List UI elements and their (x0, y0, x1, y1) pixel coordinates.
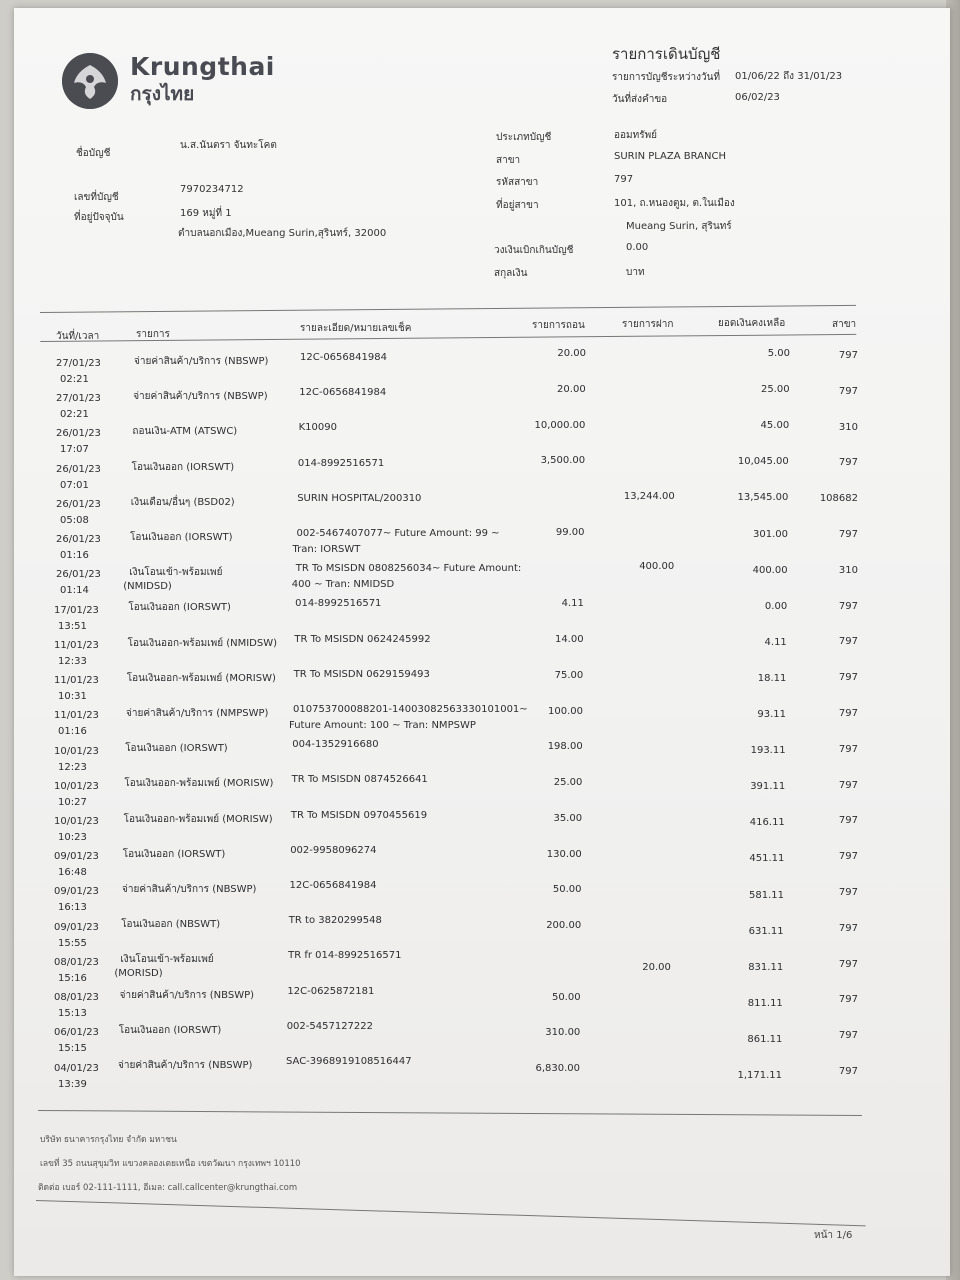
row-date: 26/01/23 (56, 569, 101, 581)
row-balance: 451.11 (749, 853, 785, 865)
row-date: 04/01/23 (54, 1062, 99, 1074)
row-description: โอนเงินออก (IORSWT) (131, 461, 235, 473)
row-balance: 1,171.11 (737, 1070, 782, 1081)
col-branch: สาขา (832, 319, 857, 330)
row-description: โอนเงินออก (IORSWT) (128, 602, 231, 614)
row-time: 16:48 (58, 867, 87, 879)
account-type-value: ออมทรัพย์ (614, 130, 658, 141)
row-date: 26/01/23 (56, 463, 101, 475)
period-value: 01/06/22 ถึง 31/01/23 (735, 71, 843, 82)
row-description: โอนเงินออก (NBSWT) (121, 919, 221, 931)
row-detail: 12C-0656841984 (289, 880, 377, 891)
col-deposit: รายการฝาก (622, 319, 674, 330)
row-branch: 797 (838, 922, 858, 934)
row-withdraw: 130.00 (546, 848, 582, 860)
overdraft-label: วงเงินเบิกเกินบัญชี (494, 245, 574, 256)
row-balance: 861.11 (747, 1033, 783, 1045)
row-description: จ่ายค่าสินค้า/บริการ (NMPSWP) (126, 708, 269, 719)
row-balance: 416.11 (749, 817, 785, 829)
col-detail: รายละเอียด/หมายเลขเช็ค (300, 323, 412, 334)
row-branch: 797 (838, 600, 858, 612)
document-title: รายการเดินบัญชี (612, 45, 721, 63)
row-balance: 93.11 (757, 709, 786, 720)
row-withdraw: 20.00 (557, 383, 586, 395)
row-withdraw: 35.00 (553, 812, 583, 824)
row-date: 27/01/23 (56, 358, 101, 369)
currency-label: สกุลเงิน (494, 268, 528, 279)
row-detail: 002-5467407077~ Future Amount: 99 ~ (296, 528, 500, 539)
row-branch: 797 (838, 743, 858, 755)
row-detail: 014-8992516571 (297, 457, 385, 469)
row-balance: 631.11 (748, 925, 784, 937)
row-branch: 797 (838, 708, 858, 719)
address-line1: 169 หมู่ที่ 1 (180, 208, 232, 219)
row-deposit: 400.00 (639, 561, 675, 573)
account-number-value: 7970234712 (180, 184, 244, 195)
row-branch: 797 (838, 994, 858, 1006)
row-description: โอนเงินออก-พร้อมเพย์ (MORISW) (126, 672, 276, 684)
row-time: 15:55 (58, 937, 87, 949)
row-branch: 797 (838, 887, 858, 898)
bank-name-th: กรุงไทย (130, 83, 195, 105)
branch-address-label: ที่อยู่สาขา (496, 200, 539, 211)
row-date: 08/01/23 (54, 956, 99, 968)
row-detail: TR To MSISDN 0808256034~ Future Amount: (295, 563, 522, 575)
row-detail: TR To MSISDN 0970455619 (290, 809, 428, 821)
row-description: จ่ายค่าสินค้า/บริการ (NBSWP) (118, 1060, 253, 1071)
row-withdraw: 50.00 (551, 991, 581, 1003)
row-deposit: 20.00 (642, 962, 671, 974)
row-detail: 004-1352916680 (292, 739, 379, 751)
row-detail: 12C-0656841984 (300, 352, 387, 363)
row-time: 01:14 (60, 585, 89, 597)
row-deposit: 13,244.00 (623, 490, 675, 502)
col-balance: ยอดเงินคงเหลือ (718, 318, 786, 329)
row-time: 10:27 (58, 796, 87, 808)
row-withdraw: 310.00 (545, 1027, 581, 1039)
footer-company: บริษัท ธนาคารกรุงไทย จำกัด มหาชน (40, 1135, 177, 1145)
row-description: เงินโอนเข้า-พร้อมเพย์ (129, 567, 223, 579)
row-date: 06/01/23 (54, 1027, 99, 1039)
row-branch: 108682 (819, 493, 858, 505)
row-branch: 797 (838, 1030, 858, 1042)
row-branch: 310 (838, 421, 858, 433)
row-description: โอนเงินออก-พร้อมเพย์ (MORISW) (123, 813, 273, 825)
row-time: 01:16 (60, 550, 89, 562)
row-branch: 310 (838, 564, 858, 576)
row-description: จ่ายค่าสินค้า/บริการ (NBSWP) (122, 884, 257, 895)
row-withdraw: 10,000.00 (534, 419, 586, 431)
row-description: จ่ายค่าสินค้า/บริการ (NBSWP) (133, 391, 268, 403)
row-detail: TR To MSISDN 0624245992 (294, 633, 431, 645)
row-withdraw: 75.00 (554, 669, 584, 681)
row-date: 11/01/23 (54, 639, 99, 651)
address-line2: ตำบลนอกเมือง,Mueang Surin,สุรินทร์, 32000 (178, 228, 387, 239)
row-withdraw: 50.00 (552, 884, 582, 896)
row-time: 07:01 (60, 479, 89, 491)
row-detail: TR fr 014-8992516571 (288, 950, 402, 962)
row-balance: 10,045.00 (737, 456, 789, 468)
row-description: จ่ายค่าสินค้า/บริการ (NBSWP) (119, 989, 255, 1001)
row-withdraw: 99.00 (555, 526, 585, 538)
row-description-2: (NMIDSD) (123, 581, 172, 593)
row-branch: 797 (838, 457, 858, 469)
row-date: 09/01/23 (54, 921, 99, 933)
row-time: 10:23 (58, 831, 87, 843)
bank-name-en: Krungthai (130, 52, 275, 81)
row-branch: 797 (838, 529, 858, 540)
row-withdraw: 6,830.00 (535, 1063, 580, 1074)
row-detail: 12C-0625872181 (287, 985, 375, 997)
row-balance: 13,545.00 (737, 492, 789, 504)
row-detail-2: Future Amount: 100 ~ Tran: NMPSWP (289, 720, 476, 731)
row-balance: 5.00 (767, 348, 790, 359)
row-description-2: (MORISD) (114, 968, 163, 980)
row-time: 16:13 (58, 902, 87, 914)
account-number-label: เลขที่บัญชี (74, 192, 119, 203)
row-detail: 014-8992516571 (295, 598, 382, 610)
row-time: 12:23 (58, 761, 87, 773)
row-description: โอนเงินออก (IORSWT) (125, 743, 228, 755)
row-date: 27/01/23 (56, 393, 101, 405)
row-time: 13:51 (58, 620, 87, 632)
footer-contact: ติดต่อ เบอร์ 02-111-1111, อีเมล: call.callcenter@krungthai.com (38, 1183, 298, 1193)
row-description: โอนเงินออก (IORSWT) (122, 848, 226, 860)
account-type-label: ประเภทบัญชี (496, 132, 552, 143)
row-detail: SURIN HOSPITAL/200310 (297, 492, 422, 504)
row-detail-2: Tran: IORSWT (292, 544, 361, 555)
row-date: 10/01/23 (54, 780, 99, 792)
row-detail: 002-9958096274 (290, 844, 377, 856)
request-date-label: วันที่ส่งคำขอ (612, 94, 668, 105)
row-branch: 797 (838, 851, 858, 863)
row-withdraw: 100.00 (548, 705, 583, 717)
row-date: 11/01/23 (54, 710, 99, 722)
row-description: โอนเงินออก-พร้อมเพย์ (NMIDSW) (127, 637, 278, 649)
row-withdraw: 14.00 (554, 634, 584, 645)
row-balance: 0.00 (764, 600, 788, 612)
request-date-value: 06/02/23 (735, 92, 780, 103)
row-detail: SAC-3968919108516447 (286, 1056, 412, 1067)
row-date: 26/01/23 (56, 534, 101, 546)
row-branch: 797 (838, 1066, 858, 1077)
row-description: จ่ายค่าสินค้า/บริการ (NBSWP) (134, 356, 269, 367)
garuda-emblem-icon (62, 53, 118, 109)
row-balance: 25.00 (760, 384, 790, 396)
row-description: ถอนเงิน-ATM (ATSWC) (132, 426, 238, 438)
currency-value: บาท (626, 267, 645, 278)
row-date: 09/01/23 (54, 851, 99, 863)
row-date: 17/01/23 (54, 604, 99, 616)
row-balance: 301.00 (753, 528, 788, 540)
row-time: 12:33 (58, 655, 87, 667)
footer-address: เลขที่ 35 ถนนสุขุมวิท แขวงคลองเตยเหนือ เขตวัฒนา กรุงเทพฯ 10110 (40, 1159, 301, 1169)
row-time: 15:15 (58, 1043, 87, 1055)
branch-address-line2: Mueang Surin, สุรินทร์ (626, 221, 732, 232)
row-time: 13:39 (58, 1078, 87, 1090)
row-branch: 797 (838, 350, 858, 361)
row-branch: 797 (838, 672, 858, 684)
row-withdraw: 25.00 (553, 777, 583, 788)
branch-address-line1: 101, ถ.หนองตูม, ต.ในเมือง (614, 198, 735, 209)
row-branch: 797 (838, 815, 858, 827)
branch-value: SURIN PLAZA BRANCH (614, 151, 726, 162)
row-detail: TR to 3820299548 (288, 915, 382, 927)
row-balance: 391.11 (750, 781, 786, 793)
row-detail: TR To MSISDN 0874526641 (291, 774, 428, 786)
row-date: 09/01/23 (54, 886, 99, 898)
row-date: 26/01/23 (56, 498, 101, 510)
row-withdraw: 200.00 (546, 920, 582, 931)
row-balance: 811.11 (747, 997, 783, 1009)
branch-code-value: 797 (614, 174, 634, 185)
row-branch: 797 (838, 636, 858, 648)
row-detail-2: 400 ~ Tran: NMIDSD (291, 579, 395, 591)
row-branch: 797 (838, 958, 858, 970)
row-balance: 193.11 (750, 745, 786, 757)
row-description: เงินโอนเข้า-พร้อมเพย์ (120, 954, 214, 966)
row-balance: 400.00 (752, 564, 788, 576)
row-description: โอนเงินออก (IORSWT) (130, 532, 233, 543)
row-detail: TR To MSISDN 0629159493 (293, 668, 430, 680)
row-time: 15:16 (58, 972, 87, 984)
row-description: เงินเดือน/อื่นๆ (BSD02) (130, 496, 235, 508)
address-label: ที่อยู่ปัจจุบัน (74, 212, 124, 223)
row-withdraw: 20.00 (557, 348, 586, 359)
row-time: 10:31 (58, 691, 87, 703)
row-time: 02:21 (60, 374, 89, 385)
row-date: 10/01/23 (54, 815, 99, 827)
row-time: 17:07 (60, 444, 89, 456)
overdraft-value: 0.00 (626, 242, 649, 253)
row-withdraw: 3,500.00 (540, 455, 586, 467)
row-branch: 797 (838, 779, 858, 791)
row-date: 10/01/23 (54, 745, 99, 757)
row-detail: 002-5457127222 (286, 1020, 374, 1032)
period-label: รายการบัญชีระหว่างวันที่ (612, 72, 721, 83)
row-balance: 45.00 (760, 420, 790, 432)
row-withdraw: 4.11 (561, 598, 584, 610)
bank-logo (62, 52, 275, 109)
account-name-value: น.ส.นันตรา จันทะโคต (180, 140, 277, 151)
page-number: หน้า 1/6 (814, 1230, 853, 1241)
row-date: 11/01/23 (54, 675, 99, 687)
col-withdraw: รายการถอน (532, 320, 585, 331)
row-balance: 581.11 (749, 889, 784, 901)
row-time: 01:16 (58, 726, 87, 738)
col-description: รายการ (136, 329, 170, 340)
row-detail: 010753700088201-14003082563330101001~ (293, 704, 528, 715)
row-balance: 4.11 (764, 636, 787, 648)
row-time: 15:13 (58, 1008, 87, 1020)
branch-code-label: รหัสสาขา (496, 177, 539, 188)
col-date: วันที่/เวลา (56, 331, 100, 342)
row-branch: 797 (838, 385, 858, 397)
account-name-label: ชื่อบัญชี (76, 148, 111, 159)
row-time: 05:08 (60, 514, 89, 526)
row-detail: 12C-0656841984 (299, 387, 387, 399)
branch-label: สาขา (496, 155, 521, 166)
row-date: 08/01/23 (54, 992, 99, 1004)
row-balance: 18.11 (757, 672, 787, 684)
row-time: 02:21 (60, 409, 89, 421)
row-balance: 831.11 (748, 961, 784, 973)
row-detail: K10090 (298, 422, 337, 434)
row-withdraw: 198.00 (547, 741, 583, 753)
row-description: โอนเงินออก-พร้อมเพย์ (MORISW) (124, 778, 274, 790)
row-date: 26/01/23 (56, 428, 101, 440)
row-description: โอนเงินออก (IORSWT) (118, 1024, 222, 1036)
